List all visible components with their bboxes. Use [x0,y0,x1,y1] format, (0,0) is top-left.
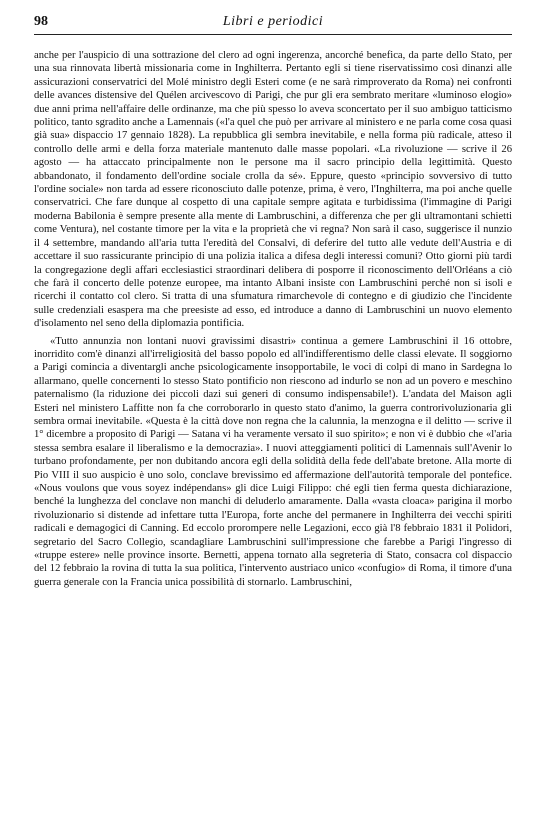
paragraph: «Tutto annunzia non lontani nuovi gravissimi disastri» continua a gemere Lambruschini il 16 ottobre, inorridito com'è dinanzi all'irreligiosità del basso popolo ed all'indifferentismo delle classi elevate. Il soggiorno a Parigi comincia a diventargli anche psicologicamente insopportabile, le voci di colpi di mano in Sardegna lo allarmano, quelle concernenti lo stesso Stato pontificio non riescono ad indurlo se non ad un povero e meschino paternalismo (la riduzione dei piccoli dazi sui generi di consumo indispensabile!). L'andata del Maison agli Esteri nel ministero Laffitte non fa che corroborarlo in questo stato d'animo, la guerra controrivoluzionaria gli sembra ormai inevitabile. «Questa è la città dove non regna che la calunnia, la menzogna e il delitto — scrive il 1° dicembre a proposito di Parigi — Satana vi ha veramente versato il suo spirito»; e non vi è dubbio che «l'aria stessa sembra esalare il liberalismo e la democrazia». I nuovi atteggiamenti politici di Lamennais sull'Avenir lo turbano profondamente, per non dubitando ancora egli della solidità della fede dell'abate bretone. Alla morte di Pio VIII il suo auspicio è uno solo, conclave brevissimo ed affermazione dell'autorità temporale del pontefice. «Nous voulons que vous soyez indépendans» gli dice Luigi Filippo: ché egli tien ferma questa dichiarazione, benché la lunghezza del conclave non manchi di deluderlo amaramente. Dalla «vasta cloaca» parigina il morbo rivoluzionario si distende ad infettare tutta l'Europa, forte anche del permanere in Inghilterra dei vecchi spiriti radicali e demagogici di Canning. Ed eccolo prorompere nelle Legazioni, ecco già l'8 febbraio 1831 il Polidori, segretario del Sacro Collegio, scandagliare Lambruschini sull'impressione che farebbe a Parigi l'ingresso di «truppe estere» nelle province insorte. Bernetti, appena tornato alla segreteria di Stato, consacra col dispaccio del 12 febbraio la rovina di tutta la sua politica, l'intervento austriaco unico «confugio» di Roma, il timore d'una guerra generale con la Francia unica possibilità di stornarlo. Lambruschini, [34,335,512,588]
paragraph: anche per l'auspicio di una sottrazione del clero ad ogni ingerenza, ancorché benefica, da parte dello Stato, per una sua rinnovata libertà missionaria come in Inghilterra. Pertanto egli si tiene riservatissimo così dinanzi alle assicurazioni conservatrici del Molé ministro degli Esteri come (e ne sarà rimproverato da Roma) nei confronti delle avances distensive del Quélen arcivescovo di Parigi, che pur gli era sembrato meritare «luminoso elogio» due anni prima nell'affaire delle ordinanze, ma che più spesso lo aveva sconcertato per il suo ambiguo tatticismo politico, tanto sgradito anche a Lamennais («l'a quel che può per arrivare al ministero e ne parla come cosa quasi già sua» dispaccio 17 gennaio 1828). La repubblica gli sembra inevitabile, e nella forma più radicale, atteso il controllo delle armi e della forza materiale mantenuto dalle masse popolari. «La rivoluzione — scrive il 26 agosto — ha attaccato principalmente non le persone ma il sacro principio della legittimità. Questo abbandonato, il fondamento dell'ordine sociale crolla da sé». Eppure, questo «principio sovversivo di tutto l'ordine sociale» non tarda ad essere riconosciuto dalle potenze, prima, è vero, l'Inghilterra, ma poi anche quelle conservatrici. Che fare dunque al cospetto di una capitale sempre agitata e turbidissima (l'immagine di Parigi moderna Babilonia è sempre presente alla mente di Lambruschini, a differenza che per gli ultramontani schietti come Ventura), nel costante timore per la vita e la proprietà che vi regna? Non sarà il caso, suggerisce il nunzio il 4 settembre, mandando all'aria tutta l'eredità del Consalvi, di deferire del tutto alle vedute dell'Austria e di accettare il suo rassicurante principio di una polizia italica a difesa degli interessi comuni? Otto giorni più tardi la congregazione degli affari ecclesiastici straordinari delibera di posporre il riconoscimento dell'Orléans a ciò che farà il concerto delle potenze europee, ma intanto Albani insiste con Lambruschini perché non si isoli e ricerchi il contatto col clero. Si tratta di una sfumatura rimarchevole di contegno e di giudizio che l'incidente sulle credenziali esaspera ma che preesiste ad esso, ed introduce a danno di Lambruschini un nuovo elemento d'isolamento nel seno della diplomazia pontificia. [34,50,512,330]
body-text [34,49,512,589]
running-head: Libri e periodici [222,14,324,29]
page-header [34,14,512,35]
page-number: 98 [34,14,48,29]
